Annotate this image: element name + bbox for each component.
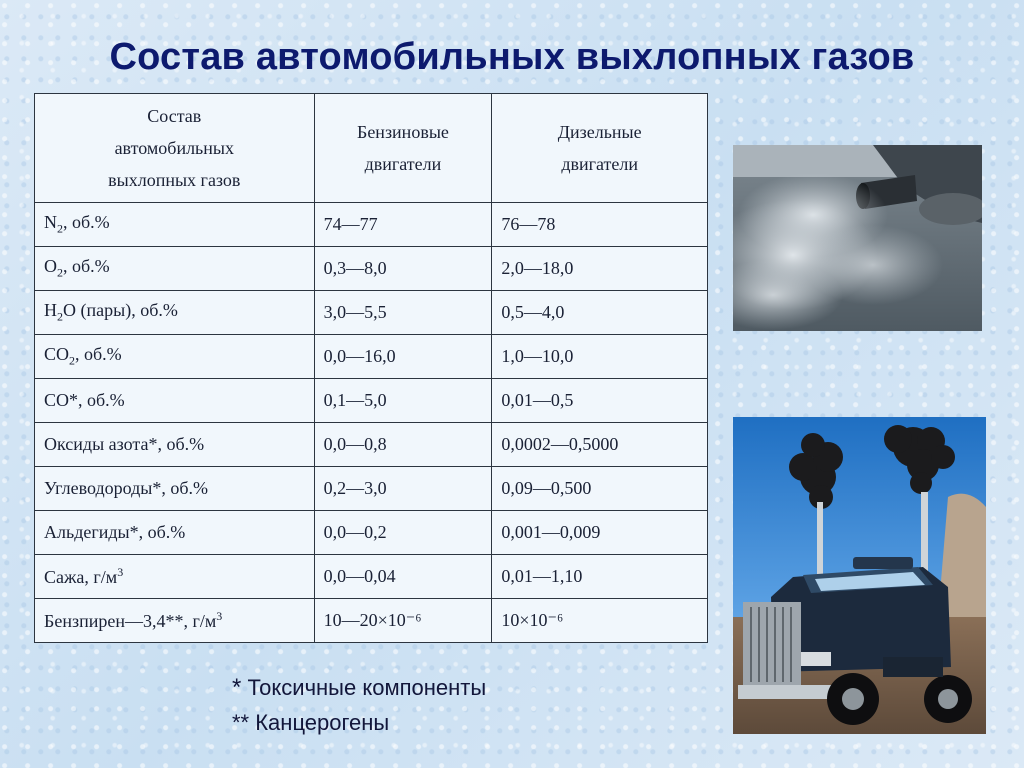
header-gasoline (314, 94, 492, 203)
header-line: Дизельные (557, 122, 642, 142)
component-pre: N (44, 212, 57, 233)
table-row (35, 247, 708, 291)
gasoline-value: 74—77 (314, 203, 492, 247)
component-sub: 2 (57, 265, 63, 280)
component-cell (35, 511, 315, 555)
table-row (35, 555, 708, 599)
table-row (35, 291, 708, 335)
header-line: Бензиновые (356, 122, 449, 142)
component-pre: H (44, 300, 57, 321)
component-cell (35, 247, 315, 291)
page-title: Состав автомобильных выхлопных газов (109, 36, 915, 78)
table-row (35, 599, 708, 643)
gasoline-value: 0,0—0,8 (314, 423, 492, 467)
table-row (35, 379, 708, 423)
toxic-text: Токсичные компоненты (241, 675, 487, 700)
component-pre: Бензпирен—3,4**, г/м (44, 611, 217, 631)
component-cell (35, 335, 315, 379)
truck-image (733, 417, 986, 734)
table-row (35, 423, 708, 467)
component-cell (35, 291, 315, 335)
diesel-value: 0,09—0,500 (492, 467, 708, 511)
gasoline-value: 10—20×10⁻⁶ (314, 599, 492, 643)
header-line: двигатели (561, 154, 638, 174)
truck-smoke-photo (733, 417, 986, 734)
diesel-value: 0,5—4,0 (492, 291, 708, 335)
component-pre: Альдегиды*, об.% (44, 522, 186, 542)
header-composition (35, 94, 315, 203)
gasoline-value: 0,1—5,0 (314, 379, 492, 423)
exhaust-pipe-photo (733, 145, 982, 331)
header-line: двигатели (364, 154, 442, 174)
toxic-mark: * (232, 674, 242, 701)
carcinogen-note (232, 705, 486, 740)
component-cell (35, 555, 315, 599)
toxic-note (232, 670, 486, 705)
diesel-value: 0,001—0,009 (492, 511, 708, 555)
diesel-value: 2,0—18,0 (492, 247, 708, 291)
header-line: Состав (147, 106, 202, 126)
component-pre: CO (44, 344, 70, 365)
component-post: , об.% (63, 212, 110, 233)
header-diesel (492, 94, 708, 203)
table-row (35, 511, 708, 555)
carcinogen-text: Канцерогены (249, 710, 390, 735)
component-sub: 2 (57, 309, 63, 324)
diesel-value: 76—78 (492, 203, 708, 247)
component-post: , об.% (75, 344, 122, 365)
component-sub: 2 (57, 221, 63, 236)
component-pre: Сажа, г/м (44, 567, 118, 587)
table-row (35, 203, 708, 247)
component-sub: 2 (69, 353, 76, 368)
diesel-value: 0,01—1,10 (492, 555, 708, 599)
component-pre: O (44, 256, 57, 277)
component-cell (35, 379, 315, 423)
table-row (35, 467, 708, 511)
gasoline-value: 0,3—8,0 (314, 247, 492, 291)
exhaust-composition-table (34, 93, 708, 643)
header-line: автомобильных (114, 138, 234, 158)
component-pre: CO*, об.% (44, 390, 125, 410)
diesel-value: 10×10⁻⁶ (492, 599, 708, 643)
diesel-value: 1,0—10,0 (492, 335, 708, 379)
component-sup: 3 (117, 565, 124, 579)
gasoline-value: 0,0—16,0 (314, 335, 492, 379)
component-post: , об.% (63, 256, 110, 277)
gasoline-value: 0,2—3,0 (314, 467, 492, 511)
component-sup: 3 (216, 609, 223, 623)
component-cell (35, 599, 315, 643)
footnotes (232, 670, 486, 740)
gasoline-value: 0,0—0,2 (314, 511, 492, 555)
table-row (35, 335, 708, 379)
component-pre: Углеводороды*, об.% (44, 478, 209, 498)
exhaust-pipe-image (733, 145, 982, 331)
carcinogen-mark: ** (232, 710, 250, 735)
table-body (35, 203, 708, 643)
gasoline-value: 0,0—0,04 (314, 555, 492, 599)
component-post: O (пары), об.% (63, 300, 178, 321)
component-pre: Оксиды азота*, об.% (44, 434, 205, 454)
component-cell (35, 467, 315, 511)
diesel-value: 0,0002—0,5000 (492, 423, 708, 467)
header-line: выхлопных газов (108, 170, 241, 190)
diesel-value: 0,01—0,5 (492, 379, 708, 423)
component-cell (35, 423, 315, 467)
component-cell (35, 203, 315, 247)
table-header-row (35, 94, 708, 203)
gasoline-value: 3,0—5,5 (314, 291, 492, 335)
